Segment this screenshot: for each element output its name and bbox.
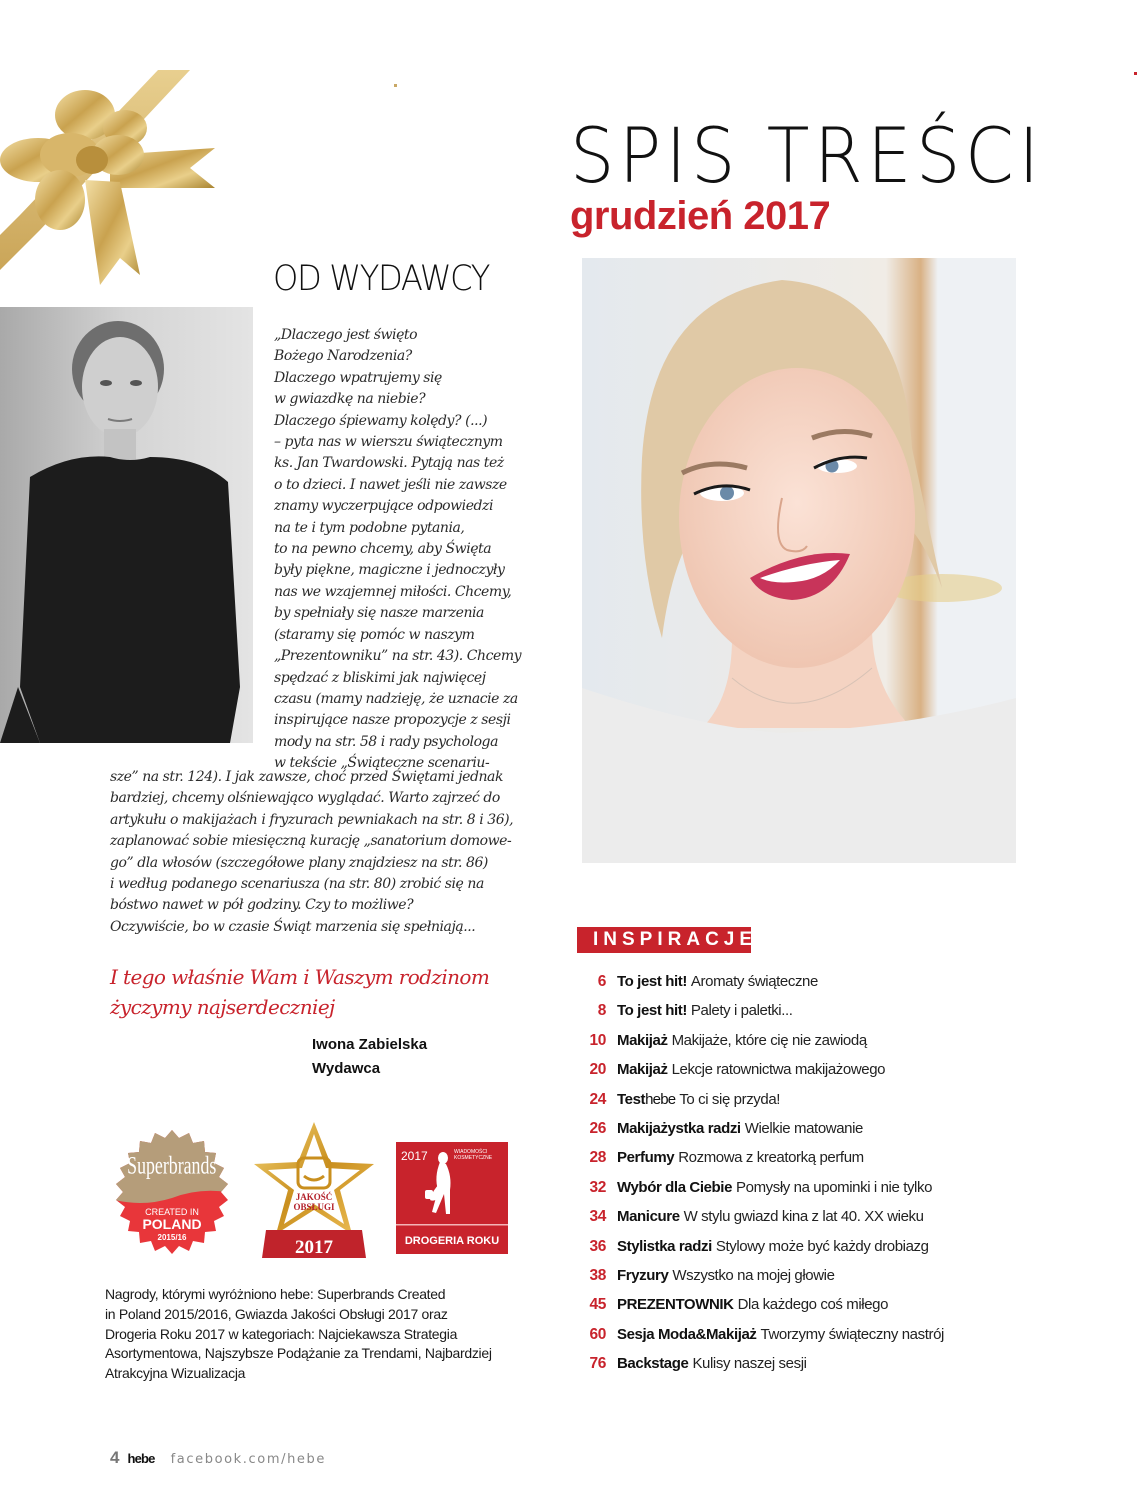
toc-item[interactable]: [578, 1296, 1028, 1325]
page-number: 4: [110, 1448, 120, 1467]
toc-category: Stylistka radzi: [617, 1237, 712, 1255]
toc-title: Kulisy naszej sesji: [692, 1355, 807, 1373]
toc-page-number: 60: [589, 1325, 606, 1343]
toc-category: Makijaż: [617, 1061, 668, 1079]
toc-item[interactable]: [578, 973, 1028, 1002]
toc-page-number: 45: [589, 1296, 606, 1314]
drogeria-label: DROGERIA ROKU: [404, 1235, 500, 1247]
editorial-heading: OD WYDAWCY: [273, 259, 490, 299]
drogeria-publisher-line2: KOSMETYCZNE: [454, 1155, 493, 1161]
page-title: SPIS TREŚCI: [570, 111, 1044, 200]
editorial-line: – pyta nas w wierszu świątecznym: [274, 434, 503, 451]
toc-category: Manicure: [617, 1208, 680, 1226]
toc-category: To jest hit!: [617, 1002, 687, 1020]
toc-title: Pomysły na upominki i nie tylko: [736, 1178, 933, 1196]
toc-page-number: 10: [589, 1031, 606, 1049]
toc-title: Rozmowa z kreatorką perfum: [678, 1149, 864, 1167]
toc-category: Fryzury: [617, 1266, 669, 1284]
toc-item[interactable]: [578, 1002, 1028, 1031]
toc-title: Dla każdego coś miłego: [737, 1296, 889, 1314]
closing-line: życzymy najserdeczniej: [110, 995, 335, 1019]
toc-title: Tworzymy świąteczny nastrój: [760, 1325, 944, 1343]
editorial-line: inspirujące nasze propozycje z sesji: [274, 712, 511, 729]
toc-category: Makijaż: [617, 1031, 668, 1049]
editorial-line: (staramy się pomóc w naszym: [274, 626, 475, 643]
superbrands-award-badge: [108, 1128, 236, 1256]
editorial-line: go” dla włosów (szczegółowe plany znajdziesz na str. 86): [110, 854, 488, 871]
toc-brand-hebe: hebe: [645, 1090, 676, 1108]
editorial-line: Dlaczego śpiewamy kolędy? (...): [274, 412, 488, 429]
decorative-dot: [394, 84, 397, 87]
jakosc-line1: JAKOŚĆ: [295, 1192, 333, 1202]
toc-item[interactable]: [578, 1238, 1028, 1267]
toc-item[interactable]: [578, 1179, 1028, 1208]
toc-category: Sesja Moda&Makijaż: [617, 1325, 757, 1343]
editorial-line: i według podanego scenariusza (na str. 80) zrobić się na: [110, 876, 484, 893]
toc-category: To jest hit!: [617, 973, 687, 990]
toc-title: Wszystko na mojej głowie: [672, 1266, 835, 1284]
toc-item[interactable]: [578, 1061, 1028, 1090]
toc-title: Lekcje ratownictwa makijażowego: [671, 1061, 886, 1079]
jakosc-line2: OBSŁUGI: [293, 1202, 335, 1212]
toc-page-number: 36: [589, 1237, 606, 1255]
superbrands-line2: POLAND: [142, 1216, 202, 1232]
toc-category: Backstage: [617, 1355, 689, 1373]
toc-category: PREZENTOWNIK: [617, 1296, 734, 1314]
caption-line: Atrakcyjna Wizualizacja: [105, 1365, 246, 1382]
publisher-portrait-photo: [0, 307, 253, 743]
toc-category: Test: [617, 1090, 646, 1108]
superbrands-line1: CREATED IN: [145, 1207, 199, 1217]
signature-role: Wydawca: [312, 1060, 381, 1077]
toc-item[interactable]: [578, 1267, 1028, 1296]
toc-title: Wielkie matowanie: [744, 1119, 863, 1137]
editorial-line: bóstwo nawet w pół godziny. Czy to możliwe?: [110, 897, 414, 914]
closing-line: I tego właśnie Wam i Waszym rodzinom: [110, 965, 490, 989]
editorial-line: Bożego Narodzenia?: [274, 348, 412, 365]
superbrands-wordmark: Superbrands: [127, 1151, 217, 1180]
editorial-line: w gwiazdkę na niebie?: [274, 391, 426, 408]
toc-page-number: 24: [589, 1090, 606, 1108]
superbrands-line3: 2015/16: [157, 1233, 187, 1242]
editorial-closing-wish: [110, 962, 489, 1022]
caption-line: Drogeria Roku 2017 w kategoriach: Najciekawsza Strategia: [105, 1325, 458, 1342]
toc-title: W stylu gwiazd kina z lat 40. XX wieku: [683, 1208, 924, 1226]
editorial-text-top: [274, 325, 524, 775]
editorial-line: artykułu o makijażach i fryzurach pewniakach na str. 8 i 36),: [110, 811, 514, 828]
caption-line: in Poland 2015/2016, Gwiazda Jakości Obsługi 2017 oraz: [105, 1305, 448, 1322]
toc-title: Stylowy może być każdy drobiazg: [715, 1237, 929, 1255]
toc-item[interactable]: [578, 1091, 1028, 1120]
editorial-line: „Prezentowniku” na str. 43). Chcemy: [274, 648, 522, 665]
toc-item[interactable]: [578, 1149, 1028, 1178]
toc-item[interactable]: [578, 1355, 1028, 1384]
cover-model-photo: [582, 258, 1016, 863]
editorial-line: by spełniały się nasze marzenia: [274, 605, 484, 622]
editorial-line: sze” na str. 124). I jak zawsze, choć przed Świętami jednak: [110, 769, 503, 785]
signature-name: Iwona Zabielska: [312, 1036, 428, 1053]
editorial-line: o to dzieci. I nawet jeśli nie zawsze: [274, 476, 507, 493]
editorial-line: czasu (mamy nadzieję, że uznacie za: [274, 690, 518, 707]
section-tag-inspiracje: INSPIRACJE: [577, 927, 751, 953]
toc-page-number: 26: [589, 1119, 606, 1137]
editorial-line: to na pewno chcemy, aby Święta: [274, 541, 492, 558]
editorial-line: w tekście „Świąteczne scenariu-: [274, 755, 490, 772]
gold-ribbon-bow-image: [0, 60, 230, 290]
awards-caption: [105, 1285, 535, 1384]
footer-brand-logo: hebe: [127, 1451, 155, 1466]
table-of-contents: [578, 973, 1028, 1384]
editorial-line: ks. Jan Twardowski. Pytają nas też: [274, 455, 504, 472]
editorial-text-bottom: [110, 767, 530, 938]
toc-category: Makijażystka radzi: [617, 1119, 741, 1137]
corner-registration-mark: [1134, 72, 1137, 75]
toc-item[interactable]: [578, 1326, 1028, 1355]
toc-title: Aromaty świąteczne: [690, 973, 818, 990]
editorial-line: Dlaczego wpatrujemy się: [274, 369, 442, 386]
jakosc-obslugi-award-badge: [252, 1120, 376, 1260]
editorial-line: „Dlaczego jest święto: [274, 327, 418, 343]
toc-page-number: 28: [589, 1149, 606, 1167]
toc-item[interactable]: [578, 1032, 1028, 1061]
drogeria-roku-award-badge: [396, 1142, 508, 1254]
toc-page-number: 34: [589, 1208, 606, 1226]
toc-title: To ci się przyda!: [679, 1090, 781, 1108]
editorial-line: Oczywiście, bo w czasie Świąt marzenia się spełniają...: [110, 918, 476, 935]
editorial-line: nas we wzajemnej miłości. Chcemy,: [274, 583, 512, 600]
editorial-line: znamy wyczerpujące odpowiedzi: [274, 498, 493, 515]
editorial-line: bardziej, chcemy olśniewająco wyglądać. Warto zajrzeć do: [110, 790, 500, 807]
toc-title: Makijaże, które cię nie zawiodą: [671, 1031, 867, 1049]
toc-page-number: 76: [589, 1355, 606, 1373]
caption-line: Asortymentowa, Najszybsze Podążanie za Trendami, Najbardziej: [105, 1345, 492, 1362]
toc-page-number: 32: [589, 1178, 606, 1196]
toc-page-number: 8: [597, 1002, 606, 1020]
toc-category: Perfumy: [617, 1149, 675, 1167]
editorial-line: były piękne, magiczne i jednoczyły: [274, 562, 505, 579]
drogeria-year: 2017: [401, 1149, 428, 1163]
editorial-line: mody na str. 58 i rady psychologa: [274, 733, 498, 750]
toc-category: Wybór dla Ciebie: [617, 1178, 733, 1196]
editorial-line: spędzać z bliskimi jak najwięcej: [274, 669, 486, 686]
facebook-link[interactable]: facebook.com/hebe: [170, 1452, 326, 1467]
page-footer: [110, 1448, 326, 1468]
editorial-line: zaplanować sobie miesięczną kurację „sanatorium domowe-: [110, 833, 512, 850]
toc-page-number: 38: [589, 1266, 606, 1284]
editorial-line: na te i tym podobne pytania,: [274, 519, 465, 536]
drogeria-publisher-line1: WIADOMOŚCI: [454, 1149, 488, 1155]
caption-line: Nagrody, którymi wyróżniono hebe: Superbrands Created: [105, 1286, 446, 1302]
toc-item[interactable]: [578, 1208, 1028, 1237]
issue-date: grudzień 2017: [570, 194, 831, 238]
toc-page-number: 20: [589, 1061, 606, 1079]
signature: [312, 1033, 427, 1081]
toc-title: Palety i paletki...: [690, 1002, 793, 1020]
toc-item[interactable]: [578, 1120, 1028, 1149]
toc-page-number: 6: [597, 973, 606, 990]
jakosc-year: 2017: [295, 1237, 333, 1258]
